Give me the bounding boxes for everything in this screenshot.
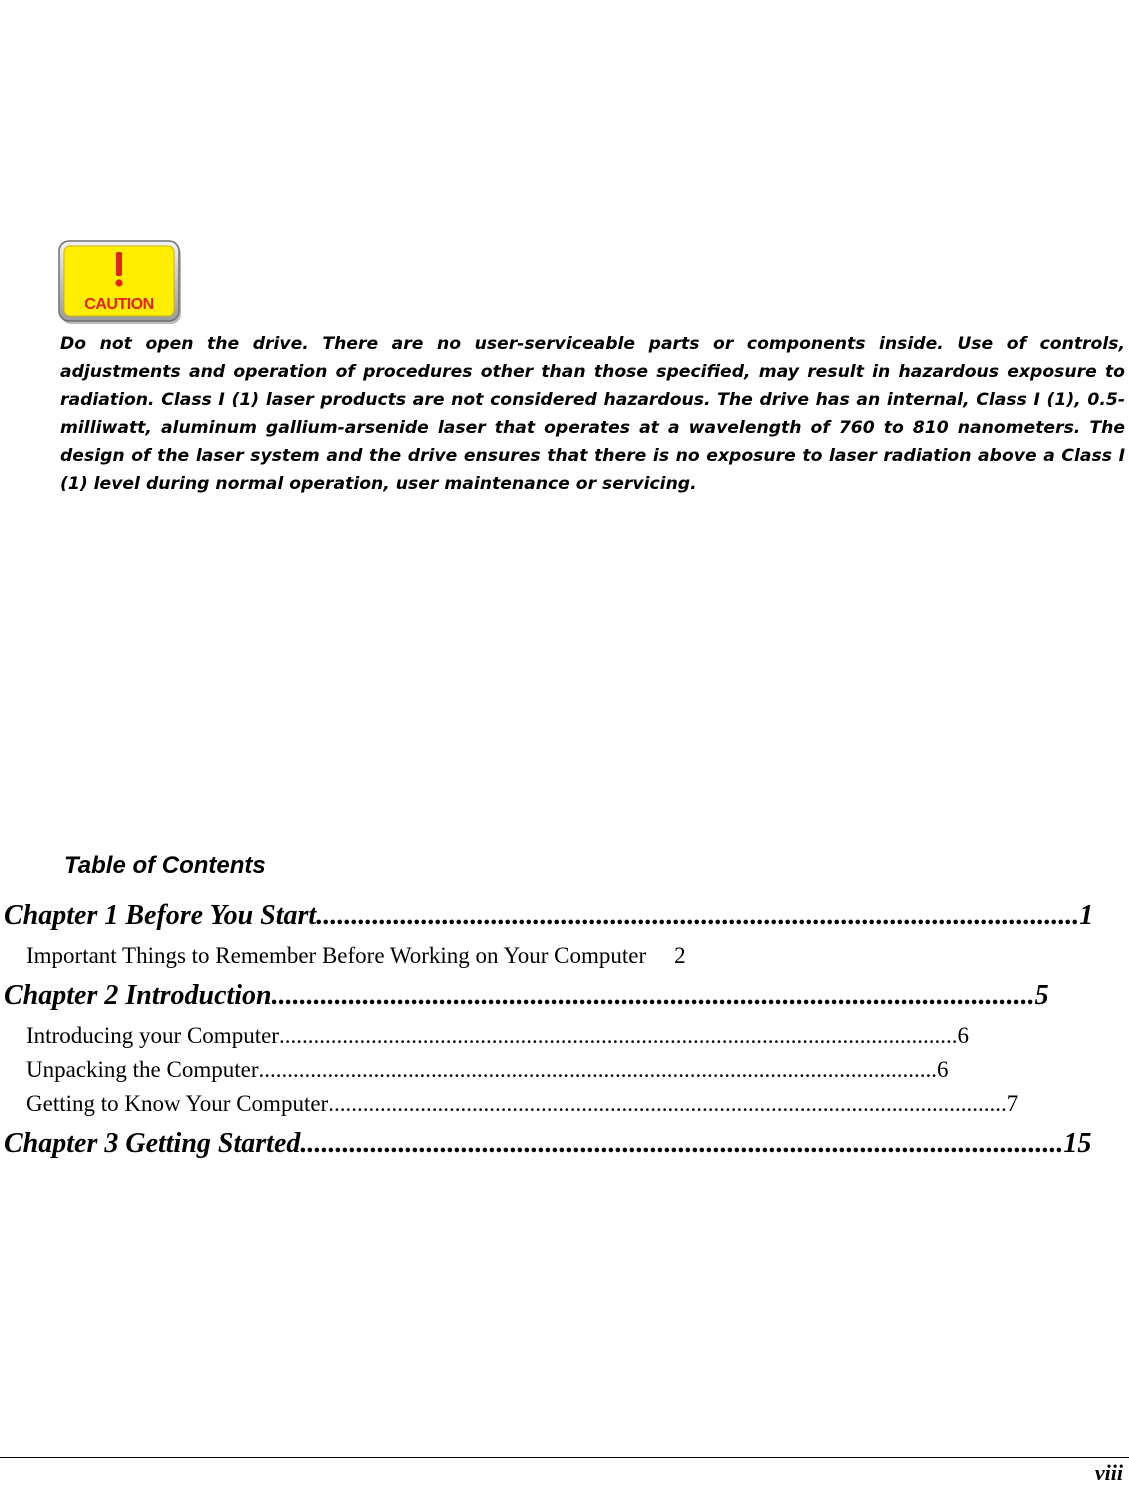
- toc-leader-dots: .............................................................................................................: [271, 980, 1035, 1011]
- toc-entry-page: 15: [1063, 1128, 1092, 1159]
- toc-chapter-2[interactable]: [4, 973, 1049, 1019]
- toc-chapter-1[interactable]: [4, 893, 1094, 939]
- toc-section-unpacking[interactable]: [4, 1053, 949, 1087]
- toc-section-introducing[interactable]: [4, 1019, 969, 1053]
- toc-entry-label: Chapter 3 Getting Started: [4, 1128, 301, 1159]
- toc-entry-page: 2: [674, 943, 686, 968]
- toc-entry-label: Introducing your Computer: [26, 1023, 279, 1048]
- toc-entry-label: Chapter 1 Before You Start: [4, 900, 317, 931]
- toc-leader-dots: ......................................................................................................................: [258, 1057, 938, 1082]
- toc-leader-dots: .............................................................................................................: [316, 900, 1080, 931]
- toc-chapter-3[interactable]: [4, 1121, 1092, 1167]
- toc-leader-dots: ......................................................................................................................: [328, 1091, 1007, 1116]
- toc-leader-dots: .............................................................................................................: [300, 1128, 1064, 1159]
- toc-entry-page: 5: [1034, 980, 1049, 1011]
- caution-icon: [58, 240, 182, 326]
- toc-entry-label: Unpacking the Computer: [26, 1057, 259, 1082]
- table-of-contents: [4, 893, 1094, 1167]
- toc-entry-page: 6: [957, 1023, 969, 1048]
- footer-rule: [0, 1457, 1129, 1458]
- toc-leader-dots: ......................................................................................................................: [278, 1023, 958, 1048]
- toc-entry-page: 1: [1079, 900, 1094, 931]
- toc-entry-label: Important Things to Remember Before Working on Your Computer: [26, 943, 647, 968]
- caution-warning-text: Do not open the drive. There are no user-serviceable parts or components inside. Use of controls, adjustments and operation of procedures other than those specified, may result in hazardous exposure to radiation. Class I (1) laser products are not considered hazardous. The drive has an internal, Class I (1), 0.5-milliwatt, aluminum gallium-arsenide laser that operates at a wavelength of 760 to 810 nanometers. The design of the laser system and the drive ensures that there is no exposure to laser radiation above a Class I (1) level during normal operation, user maintenance or servicing.: [60, 334, 1125, 494]
- page-number: viii: [1094, 1460, 1123, 1485]
- toc-heading: Table of Contents: [64, 852, 266, 879]
- toc-section-important-things[interactable]: [4, 939, 766, 973]
- toc-entry-page: 6: [937, 1057, 949, 1082]
- toc-section-getting-to-know[interactable]: [4, 1087, 1019, 1121]
- toc-entry-label: Chapter 2 Introduction: [4, 980, 272, 1011]
- caution-label: CAUTION: [84, 296, 154, 313]
- toc-entry-page: 7: [1006, 1091, 1019, 1116]
- toc-entry-label: Getting to Know Your Computer: [26, 1091, 329, 1116]
